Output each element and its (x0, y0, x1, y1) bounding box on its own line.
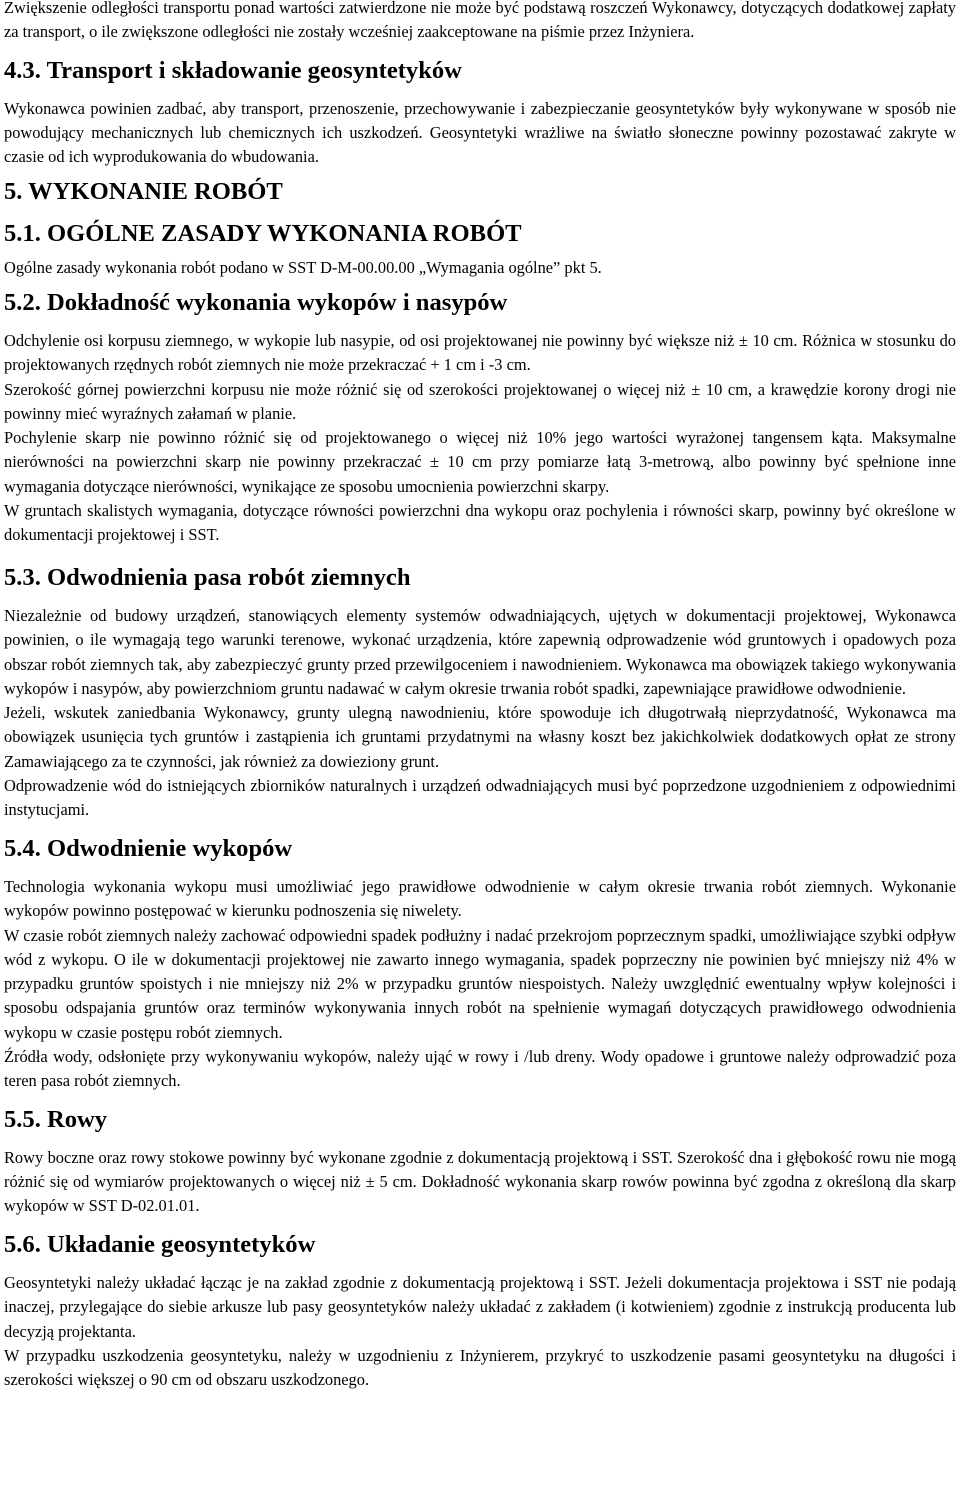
heading-5-4: 5.4. Odwodnienie wykopów (4, 834, 293, 862)
heading-5: 5. WYKONANIE ROBÓT (4, 177, 283, 205)
paragraph-5-4-1: Technologia wykonania wykopu musi umożliwiać jego prawidłowe odwodnienie w całym okresie trwania robót ziemnych. Wykonanie wykopów powinno postępować w kierunku podnoszenia się niwelety. (4, 876, 956, 921)
heading-5-3: 5.3. Odwodnienia pasa robót ziemnych (4, 563, 411, 591)
intro-paragraph: Zwiększenie odległości transportu ponad wartości zatwierdzone nie może być podstawą roszczeń Wykonawcy, dotyczących dodatkowej zapłaty za transport, o ile zwiększone odległości nie zostały wcześniej zaakceptowane na piśmie przez Inżyniera. (4, 0, 956, 42)
paragraph-5-5-1: Rowy boczne oraz rowy stokowe powinny być wykonane zgodnie z dokumentacją projektową i SST. Szerokość dna i głębokość rowu nie mogą różnić się od wymiarów projektowanych o więcej niż ± 5 cm. Dokładność wykonania skarp rowów powinna być zgodna z określoną dla skarp wykopów w SST D-02.01.01. (4, 1147, 956, 1216)
paragraph-5-3-2: Jeżeli, wskutek zaniedbania Wykonawcy, grunty ulegną nawodnieniu, które spowoduje ich długotrwałą nieprzydatność, Wykonawca ma obowiązek usunięcia tych gruntów i zastąpienia ich gruntami przydatnymi na własny koszt bez jakichkolwiek dodatkowych opłat ze strony Zamawiającego za te czynności, jak również za dowieziony grunt. (4, 703, 956, 771)
paragraph-5-2-4: W gruntach skalistych wymagania, dotyczące równości powierzchni dna wykopu oraz pochylenia i równości skarp, powinny być określone w dokumentacji projektowej i SST. (4, 501, 956, 545)
paragraph-5-1-1: Ogólne zasady wykonania robót podano w SST D-M-00.00.00 „Wymagania ogólne” pkt 5. (4, 258, 602, 278)
paragraph-5-3-1: Niezależnie od budowy urządzeń, stanowiących elementy systemów odwadniających, ujętych w dokumentacji projektowej, Wykonawca powinien, o ile wymagają tego warunki terenowe, wykonać urządzenia, które zapewnią odprowadzenie wód gruntowych i opadowych poza obszar robót ziemnych tak, aby zabezpieczyć grunty przed przewilgoceniem i nawodnieniem. Wykonawca ma obowiązek takiego wykonywania wykopów i nasypów, aby powierzchniom gruntu nadawać w całym okresie trwania robót spadki, zapewniające prawidłowe odwodnienie. (4, 605, 956, 698)
heading-5-6: 5.6. Układanie geosyntetyków (4, 1230, 316, 1258)
paragraph-5-2-1: Odchylenie osi korpusu ziemnego, w wykopie lub nasypie, od osi projektowanej nie powinny być większe niż ± 10 cm. Różnica w stosunku do projektowanych rzędnych robót ziemnych nie może przekraczać + 1 cm i -3 cm. (4, 330, 956, 375)
heading-5-5: 5.5. Rowy (4, 1105, 108, 1133)
paragraph-5-3-3: Odprowadzenie wód do istniejących zbiorników naturalnych i urządzeń odwadniających musi być poprzedzone uzgodnieniem z odpowiednimi instytucjami. (4, 776, 956, 820)
paragraph-4-3-1: Wykonawca powinien zadbać, aby transport, przenoszenie, przechowywanie i zabezpieczanie geosyntetyków były wykonywane w sposób nie powodujący mechanicznych lub chemicznych ich uszkodzeń. Geosyntetyki wrażliwe na światło słoneczne powinny pozostawać zakryte w czasie od ich wyprodukowania do wbudowania. (4, 98, 956, 167)
heading-4-3: 4.3. Transport i składowanie geosyntetyków (4, 56, 462, 84)
paragraph-5-6-2: W przypadku uszkodzenia geosyntetyku, należy w uzgodnieniu z Inżynierem, przykryć to uszkodzenie pasami geosyntetyku na długości i szerokości większej o 90 cm od obszaru uszkodzonego. (4, 1345, 956, 1390)
paragraph-5-2-3: Pochylenie skarp nie powinno różnić się od projektowanego o więcej niż 10% jego wartości wyrażonej tangensem kąta. Maksymalne nierówności na powierzchni skarp nie powinny przekraczać ± 10 cm przy pomiarze łatą 3-metrową, albo powinny być spełnione inne wymagania dotyczące nierówności, wynikające ze sposobu umocnienia powierzchni skarpy. (4, 428, 956, 496)
paragraph-5-6-1: Geosyntetyki należy układać łącząc je na zakład zgodnie z dokumentacją projektową i SST. Jeżeli dokumentacja projektowa i SST nie podają inaczej, przylegające do siebie arkusze lub pasy geosyntetyków należy układać z zakładem (i kotwieniem) zgodnie z instrukcją producenta lub decyzją projektanta. (4, 1273, 956, 1341)
paragraph-5-2-2: Szerokość górnej powierzchni korpusu nie może różnić się od szerokości projektowanej o więcej niż ± 10 cm, a krawędzie korony drogi nie powinny mieć wyraźnych załamań w planie. (4, 379, 956, 423)
heading-5-2: 5.2. Dokładność wykonania wykopów i nasypów (4, 288, 508, 316)
paragraph-5-4-2: W czasie robót ziemnych należy zachować odpowiedni spadek podłużny i nadać przekrojom poprzecznym spadki, umożliwiające szybki odpływ wód z wykopu. O ile w dokumentacji projektowej nie zawarto innego wymagania, spadek poprzeczny nie powinien być mniejszy niż 4% w przypadku gruntów spoistych i nie mniejszy niż 2% w przypadku gruntów niespoistych. Należy uwzględnić ewentualny wpływ kolejności i sposobu odspajania gruntów oraz terminów wykonywania innych robót na spełnienie wymagań dotyczących prawidłowego odwodnienia wykopu w czasie postępu robót ziemnych. (4, 925, 956, 1042)
heading-5-1: 5.1. OGÓLNE ZASADY WYKONANIA ROBÓT (4, 220, 522, 248)
paragraph-5-4-3: Źródła wody, odsłonięte przy wykonywaniu wykopów, należy ująć w rowy i /lub dreny. Wody opadowe i gruntowe należy odprowadzić poza teren pasa robót ziemnych. (4, 1046, 956, 1091)
